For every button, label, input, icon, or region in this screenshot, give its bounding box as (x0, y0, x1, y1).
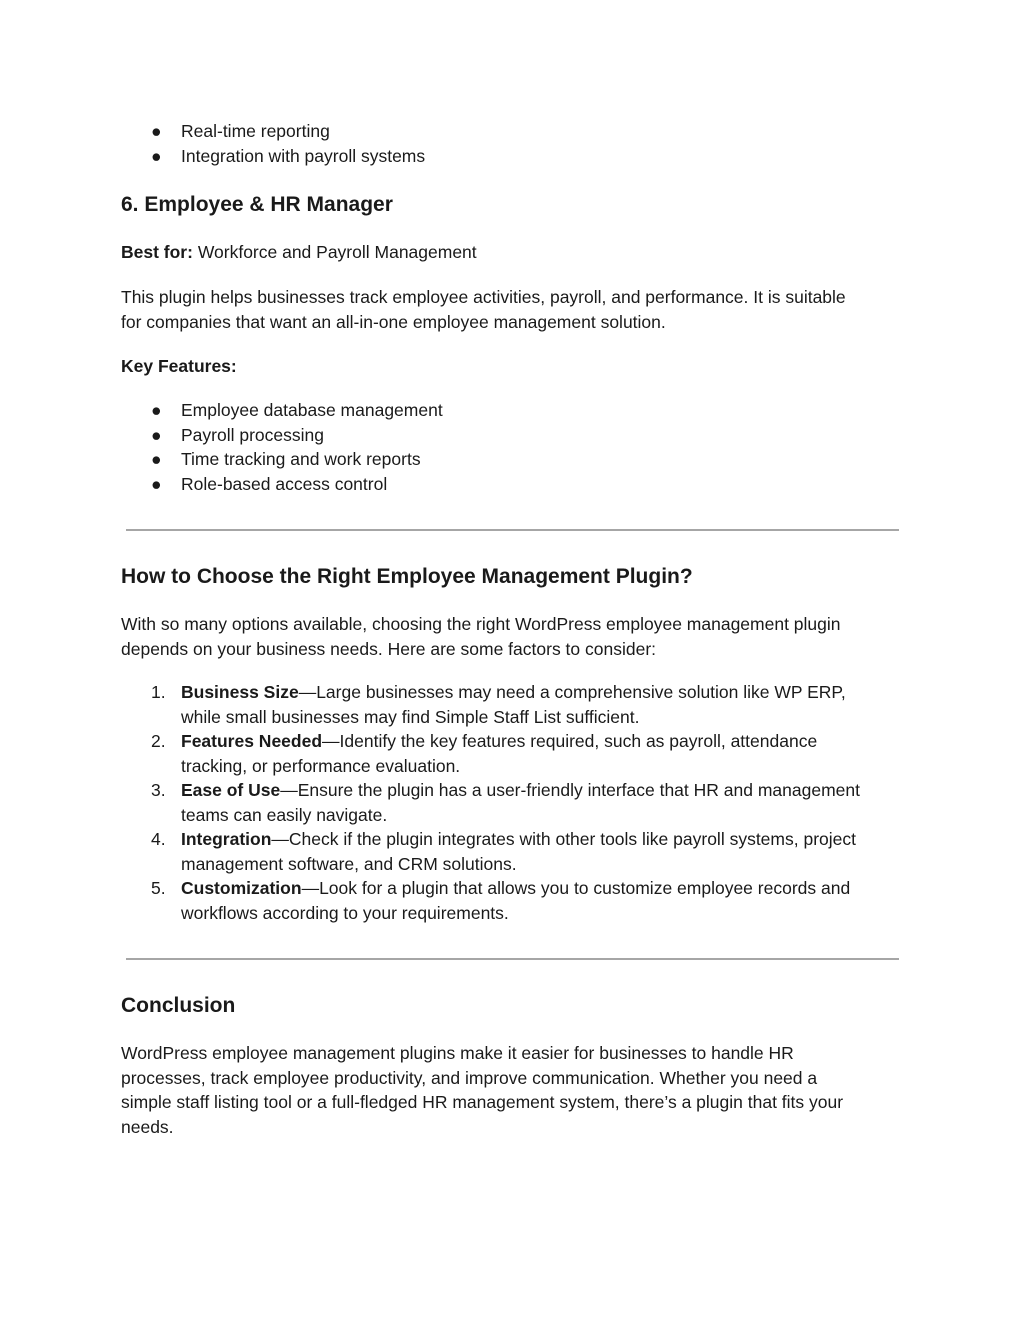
bullet-icon: ● (151, 473, 162, 494)
list-item: 4. Integration—Check if the plugin integrates with other tools like payroll systems, project management software, and CRM solutions. (151, 829, 856, 874)
top-feature-list (121, 119, 911, 168)
list-item: 3. Ease of Use—Ensure the plugin has a user-friendly interface that HR and management teams can easily navigate. (151, 780, 860, 825)
list-item: ● Payroll processing (121, 423, 911, 448)
list-number: 3. (151, 780, 166, 800)
key-features-list (121, 398, 911, 496)
list-item: ● Time tracking and work reports (121, 447, 911, 472)
list-number: 2. (151, 731, 166, 751)
bullet-icon: ● (151, 400, 162, 420)
list-item: ● Integration with payroll systems (121, 144, 911, 169)
best-for-label: Best for: (121, 242, 193, 262)
list-item: 1. Business Size—Large businesses may need a comprehensive solution like WP ERP, while small businesses may find Simple Staff List sufficient. (151, 682, 846, 727)
section-heading: How to Choose the Right Employee Management Plugin? (121, 565, 693, 588)
bullet-icon: ● (151, 424, 162, 445)
list-item: 2. Features Needed—Identify the key features required, such as payroll, attendance tracking, or performance evaluation. (151, 731, 818, 776)
list-item: ● Role-based access control (121, 472, 911, 497)
section-description: This plugin helps businesses track employee activities, payroll, and performance. It is suitable for companies that want an all-in-one employee management solution. (121, 287, 846, 332)
section-heading: Conclusion (121, 994, 236, 1017)
list-number: 4. (151, 829, 166, 849)
bullet-icon: ● (151, 145, 162, 166)
list-number: 5. (151, 878, 166, 898)
section-heading: 6. Employee & HR Manager (121, 193, 393, 216)
bullet-icon: ● (151, 121, 162, 141)
key-features-label: Key Features: (121, 356, 237, 376)
conclusion-text: WordPress employee management plugins make it easier for businesses to handle HR processes, track employee productivity, and improve communication. Whether you need a simple staff listing tool or a full-fledged HR management system, there’s a plugin that fits your needs. (121, 1043, 844, 1137)
divider (126, 958, 899, 960)
list-item: 5. Customization—Look for a plugin that allows you to customize employee records and workflows according to your requirements. (151, 878, 851, 923)
best-for-line (121, 240, 911, 265)
list-item: ● Employee database management (121, 398, 911, 423)
list-item: ● Real-time reporting (121, 119, 911, 144)
best-for-value: Workforce and Payroll Management (192, 242, 477, 262)
factors-list (121, 680, 911, 925)
section-intro: With so many options available, choosing the right WordPress employee management plugin depends on your business needs. Here are some factors to consider: (121, 614, 841, 659)
divider (126, 529, 899, 531)
bullet-icon: ● (151, 449, 162, 469)
list-number: 1. (151, 682, 166, 702)
